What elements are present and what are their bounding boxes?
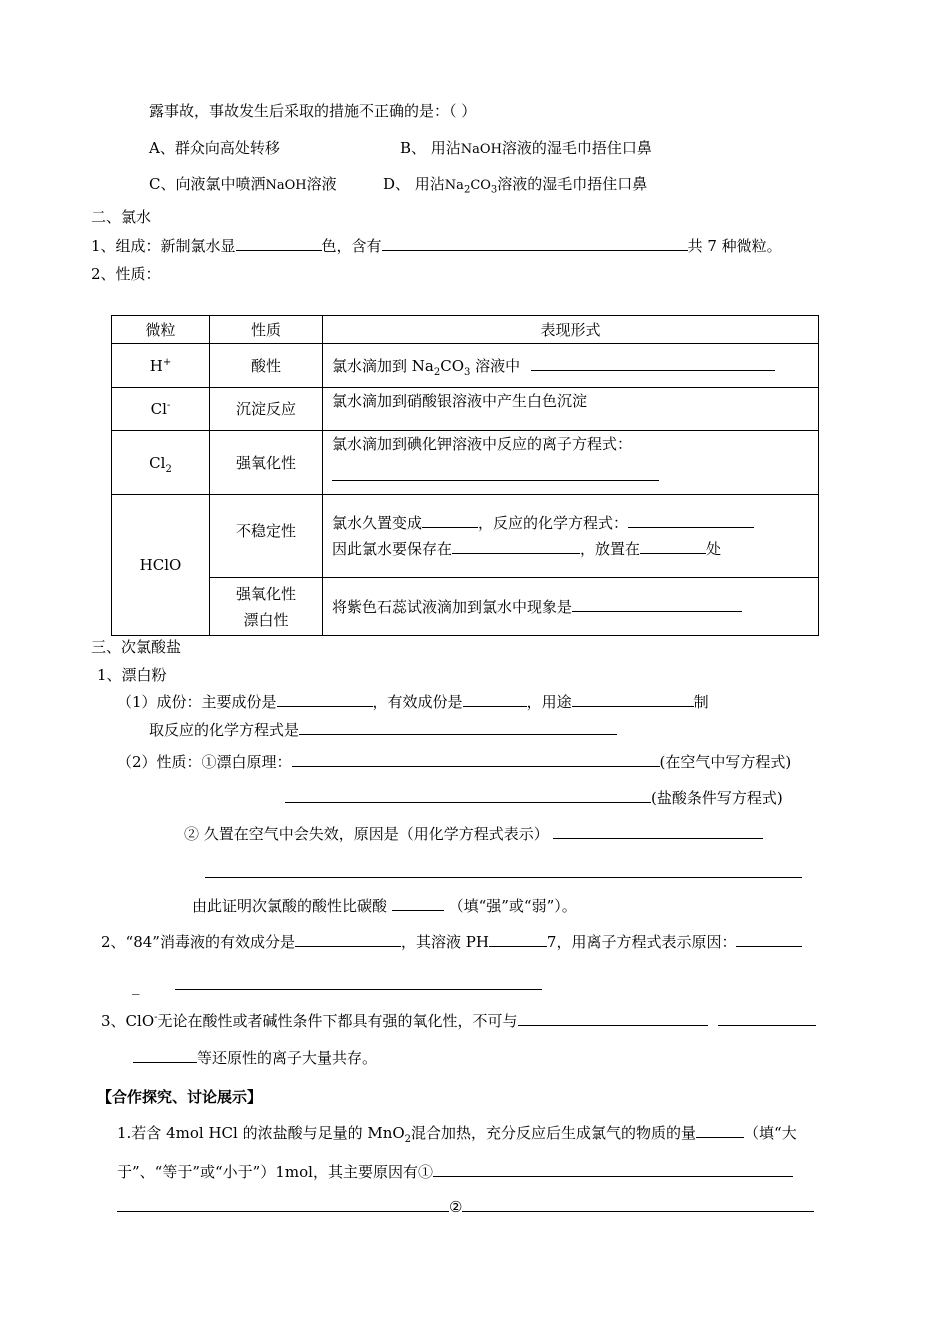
property-cell: 沉淀反应	[210, 388, 323, 431]
disinfectant-answer-dash: _	[132, 977, 140, 995]
header-particle: 微粒	[112, 316, 210, 344]
option-b: B、 用沾NaOH溶液的湿毛巾捂住口鼻	[400, 139, 652, 157]
property-cell: 酸性	[210, 344, 323, 388]
manifestation-cell: 氯水滴加到 $Na_2CO_3$ 溶液中	[323, 344, 819, 388]
manifestation-cell: 将紫色石蕊试液滴加到氯水中现象是	[323, 578, 819, 636]
header-manifestation: 表现形式	[323, 316, 819, 344]
manifestation-cell: 氯水滴加到碘化钾溶液中反应的离子方程式：	[323, 431, 819, 495]
option-c: C、向液氯中喷洒NaOH溶液	[149, 175, 337, 193]
particle-cell: $Cl_2$	[112, 431, 210, 495]
answer-line	[175, 989, 542, 990]
manifestation-cell: 氯水久置变成 ，反应的化学方程式： 因此氯水要保存在 ，放置在 处	[323, 495, 819, 578]
bleaching-principle-line: （2）性质：①漂白原理： (在空气中写方程式)	[117, 753, 792, 771]
coop-section-heading: 【合作探究、讨论展示】	[97, 1088, 263, 1106]
question-1-line-1: 1.若含 4mol HCl 的浓盐酸与足量的 MnO$_2$混合加热，充分反应后生成氯气的物质的量 （填“大	[117, 1124, 797, 1145]
failure-reason-line: ② 久置在空气中会失效，原因是（用化学方程式表示）	[184, 824, 763, 844]
clo-oxidizing-line: 3、ClO-无论在酸性或者碱性条件下都具有强的氧化性，不可与	[101, 1011, 816, 1031]
property-cell: 强氧化性 漂白性	[210, 578, 323, 636]
section-heading-chlorine-water: 二、氯水	[91, 208, 152, 226]
property-cell: 不稳定性	[210, 495, 323, 578]
particle-cell: HClO	[112, 495, 210, 636]
question-1-line-2: 于”、“等于”或“小于”）1mol，其主要原因有①	[117, 1162, 793, 1182]
acidity-compare-line: 由此证明次氯酸的酸性比碳酸 （填“强”或“弱”）。	[192, 897, 577, 915]
preparation-line: 取反应的化学方程式是	[149, 720, 617, 740]
bleaching-powder-heading: 1、漂白粉	[97, 666, 167, 684]
option-d: D、 用沾$Na_2CO_3$溶液的湿毛巾捂住口鼻	[383, 175, 648, 196]
table-row	[112, 495, 819, 578]
composition-line: 1、组成：新制氯水显 色，含有 共 7 种微粒。	[91, 237, 782, 255]
chlorine-water-properties-table	[111, 315, 819, 636]
table-header-row	[112, 316, 819, 344]
option-a: A、群众向高处转移	[149, 139, 280, 157]
question-continuation: 露事故，事故发生后采取的措施不正确的是：（ ）	[149, 102, 477, 120]
particle-cell: Cl-	[112, 388, 210, 431]
table-row	[112, 344, 819, 388]
reducing-ions-line: 等还原性的离子大量共存。	[133, 1048, 377, 1068]
table-row	[112, 578, 819, 636]
table-row	[112, 388, 819, 431]
answer-line	[205, 877, 802, 878]
particle-cell: H+	[112, 344, 210, 388]
manifestation-cell: 氯水滴加到硝酸银溶液中产生白色沉淀	[323, 388, 819, 431]
composition-line: （1）成份：主要成份是 ，有效成份是 ，用途 制	[117, 693, 709, 711]
properties-label: 2、性质：	[91, 265, 161, 283]
question-1-line-3: ②	[117, 1197, 814, 1217]
header-property: 性质	[210, 316, 323, 344]
table-row	[112, 431, 819, 495]
section-heading-hypochlorite: 三、次氯酸盐	[91, 638, 182, 656]
acid-condition-line: (盐酸条件写方程式)	[285, 788, 783, 808]
property-cell: 强氧化性	[210, 431, 323, 495]
disinfectant-84-line: 2、“84”消毒液的有效成分是 ，其溶液 PH 7，用离子方程式表示原因：	[101, 932, 802, 952]
